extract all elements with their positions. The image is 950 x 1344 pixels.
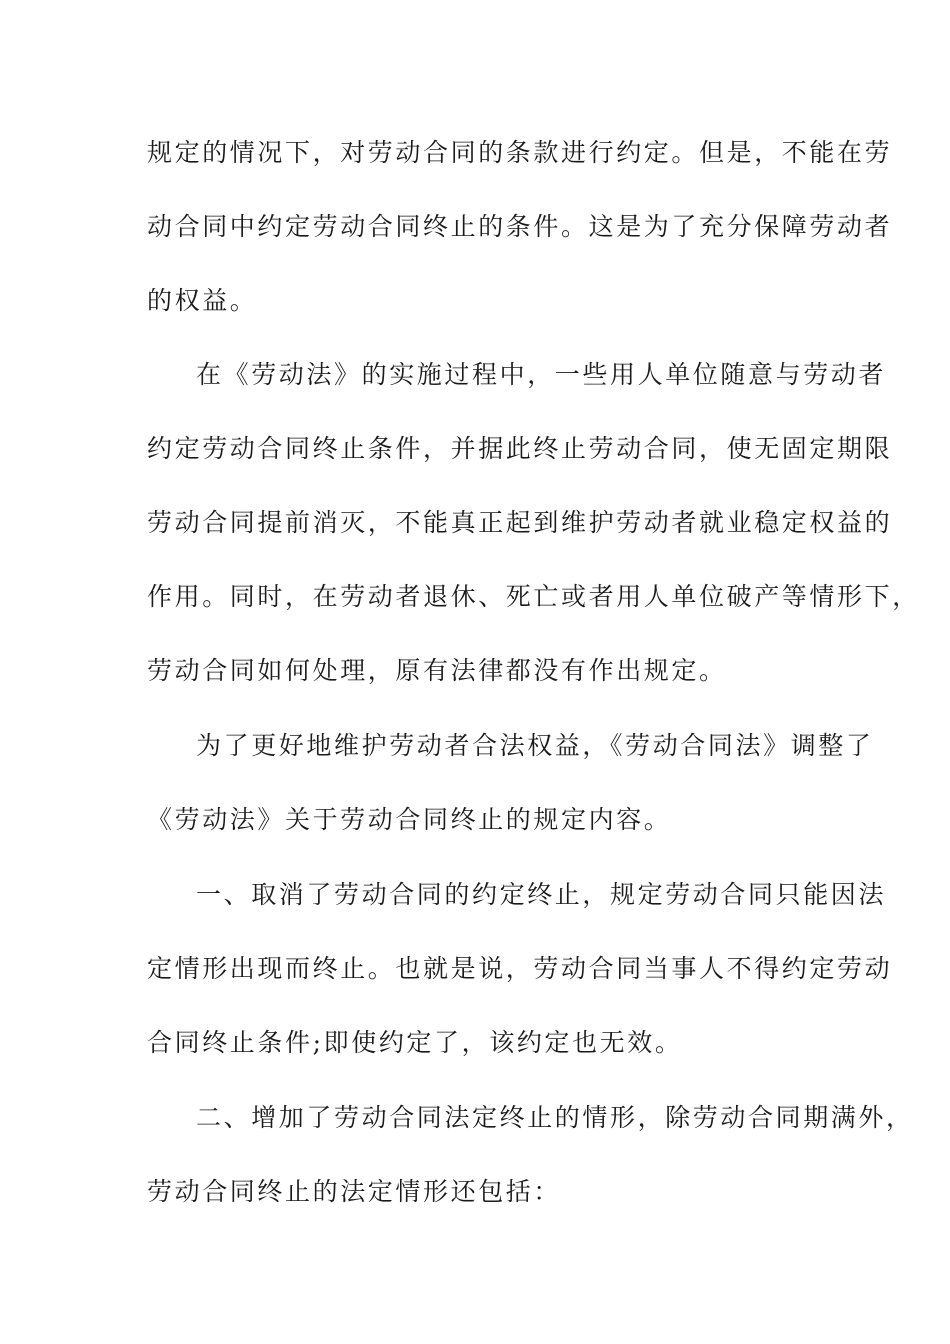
text-line: 作用。同时，在劳动者退休、死亡或者用人单位破产等情形下， — [147, 582, 920, 611]
paragraph-start-line: 二、增加了劳动合同法定终止的情形，除劳动合同期满外， — [196, 1103, 914, 1132]
text-line: 劳动合同提前消灭，不能真正起到维护劳动者就业稳定权益的 — [147, 508, 893, 537]
paragraph-start-line: 在《劳动法》的实施过程中，一些用人单位随意与劳动者 — [196, 360, 887, 389]
paragraph-start-line: 一、取消了劳动合同的约定终止，规定劳动合同只能因法 — [196, 880, 887, 909]
paragraph-start-line: 为了更好地维护劳动者合法权益，《劳动合同法》调整了 — [196, 731, 874, 760]
text-line: 动合同中约定劳动合同终止的条件。这是为了充分保障劳动者 — [147, 212, 893, 241]
text-line: 规定的情况下，对劳动合同的条款进行约定。但是，不能在劳 — [147, 138, 893, 167]
text-line: 劳动合同如何处理，原有法律都没有作出规定。 — [147, 656, 727, 685]
text-line: 的权益。 — [147, 286, 258, 315]
text-line: 合同终止条件;即使约定了，该约定也无效。 — [147, 1028, 683, 1057]
text-line: 劳动合同终止的法定情形还包括： — [147, 1177, 562, 1206]
text-line: 《劳动法》关于劳动合同终止的规定内容。 — [147, 805, 672, 834]
text-line: 约定劳动合同终止条件，并据此终止劳动合同，使无固定期限 — [147, 434, 893, 463]
text-line: 定情形出现而终止。也就是说，劳动合同当事人不得约定劳动 — [147, 954, 893, 983]
